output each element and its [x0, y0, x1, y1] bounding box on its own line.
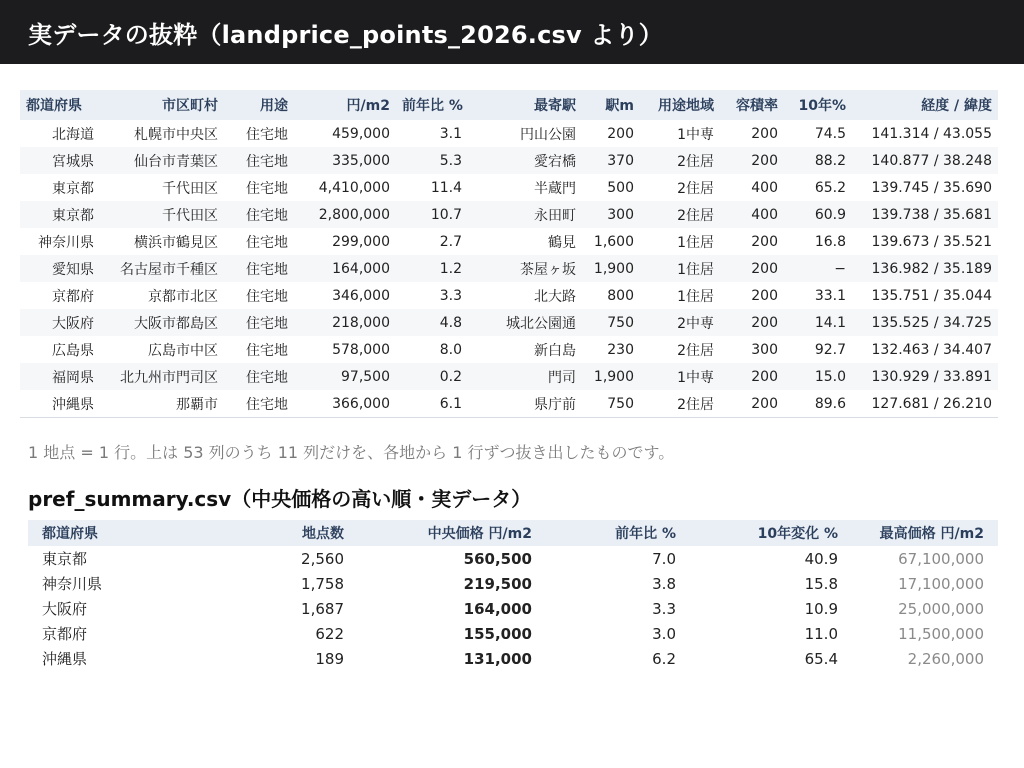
prefecture-cell: 沖縄県: [20, 390, 100, 418]
col-header-floor-area-ratio: 容積率: [720, 90, 784, 120]
yoy-cell: 5.3: [396, 147, 468, 174]
page-title: 実データの抜粋（landprice_points_2026.csv より）: [28, 20, 663, 49]
station-distance-cell: 200: [607, 125, 634, 142]
prefecture-cell: 広島県: [52, 342, 94, 359]
max-price-cell: 25,000,000: [898, 599, 984, 618]
max-price-cell: 67,100,000: [898, 549, 984, 568]
title-bar: [0, 0, 1024, 64]
station-cell: 円山公園: [520, 126, 576, 143]
lon-lat-cell: 127.681 / 26.210: [852, 390, 998, 418]
zoning-cell: 1住居: [640, 255, 720, 282]
yoy-cell: 6.2: [652, 649, 676, 668]
price-cell: 299,000: [332, 233, 390, 250]
points-header-row: [20, 90, 998, 120]
prefecture-cell: 大阪府: [42, 600, 88, 618]
summary-col-header-10y: 10年変化 %: [690, 520, 852, 546]
prefecture-cell: 大阪府: [20, 309, 100, 336]
city-cell: 北九州市門司区: [100, 363, 224, 390]
count-cell: 1,687: [301, 599, 344, 618]
median-price-cell: 155,000: [463, 624, 532, 643]
table-row: [20, 255, 998, 282]
price-cell: 335,000: [294, 147, 396, 174]
col-header-price: 円/m2: [294, 90, 396, 120]
price-cell: 97,500: [294, 363, 396, 390]
station-distance-cell: 750: [582, 390, 640, 418]
col-header-station: 最寄駅: [468, 90, 582, 120]
station-distance-cell: 1,900: [582, 363, 640, 390]
station-distance-cell: 1,900: [582, 255, 640, 282]
table-row: [20, 228, 998, 255]
use-cell: 住宅地: [224, 201, 294, 228]
lon-lat-cell: 132.463 / 34.407: [871, 341, 992, 358]
floor-area-ratio-cell: 200: [720, 147, 784, 174]
lon-lat-cell: 140.877 / 38.248: [852, 147, 998, 174]
table-row: [28, 571, 998, 596]
ten-year-change-cell: 65.4: [804, 649, 838, 668]
zoning-cell: 2住居: [640, 390, 720, 418]
use-cell: 住宅地: [224, 147, 294, 174]
table-row: [20, 174, 998, 201]
prefecture-cell: 東京都: [20, 201, 100, 228]
price-cell: 4,410,000: [318, 179, 390, 196]
prefecture-cell: 東京都: [52, 180, 94, 197]
ten-year-change-cell: 16.8: [814, 233, 846, 250]
station-distance-cell: 800: [607, 287, 634, 304]
floor-area-ratio-cell: 200: [720, 363, 784, 390]
ten-year-change-cell: 60.9: [784, 201, 852, 228]
floor-area-ratio-cell: 200: [751, 125, 778, 142]
ten-year-change-cell: 15.8: [804, 574, 838, 593]
ten-year-change-cell: 89.6: [784, 390, 852, 418]
summary-col-header-count: 地点数: [188, 520, 358, 546]
city-cell: 大阪市都島区: [100, 309, 224, 336]
col-header-use: 用途: [224, 90, 294, 120]
use-cell: 住宅地: [246, 288, 288, 305]
median-price-cell: 560,500: [463, 549, 532, 568]
floor-area-ratio-cell: 400: [720, 201, 784, 228]
prefecture-cell: 東京都: [42, 550, 88, 568]
lon-lat-cell: 139.745 / 35.690: [871, 179, 992, 196]
col-header-10y-change: 10年%: [784, 90, 852, 120]
zoning-cell: 2住居: [640, 147, 720, 174]
zoning-cell: 1住居: [677, 234, 714, 251]
ten-year-change-cell: −: [784, 255, 852, 282]
max-price-cell: 11,500,000: [898, 624, 984, 643]
station-cell: 新白島: [534, 342, 576, 359]
yoy-cell: 6.1: [396, 390, 468, 418]
use-cell: 住宅地: [246, 342, 288, 359]
prefecture-cell: 沖縄県: [42, 650, 88, 668]
prefecture-cell: 宮城県: [20, 147, 100, 174]
yoy-cell: 11.4: [430, 179, 462, 196]
station-cell: 半蔵門: [534, 180, 576, 197]
median-price-cell: 164,000: [463, 599, 532, 618]
table-row: [20, 390, 998, 418]
floor-area-ratio-cell: 200: [751, 287, 778, 304]
yoy-cell: 3.8: [652, 574, 676, 593]
lon-lat-cell: 139.673 / 35.521: [871, 233, 992, 250]
count-cell: 189: [315, 649, 344, 668]
ten-year-change-cell: 65.2: [814, 179, 846, 196]
summary-col-header-yoy: 前年比 %: [546, 520, 690, 546]
prefecture-cell: 神奈川県: [42, 575, 103, 593]
use-cell: 住宅地: [224, 390, 294, 418]
floor-area-ratio-cell: 200: [751, 233, 778, 250]
col-header-station-distance: 駅m: [582, 90, 640, 120]
station-cell: 北大路: [534, 288, 576, 305]
city-cell: 広島市中区: [148, 342, 218, 359]
city-cell: 名古屋市千種区: [100, 255, 224, 282]
station-cell: 茶屋ヶ坂: [468, 255, 582, 282]
yoy-cell: 3.1: [439, 125, 462, 142]
floor-area-ratio-cell: 200: [720, 255, 784, 282]
summary-col-header-max: 最高価格 円/m2: [852, 520, 998, 546]
city-cell: 那覇市: [100, 390, 224, 418]
summary-col-header-prefecture: 都道府県: [28, 520, 188, 546]
ten-year-change-cell: 14.1: [784, 309, 852, 336]
station-distance-cell: 750: [582, 309, 640, 336]
price-cell: 218,000: [294, 309, 396, 336]
prefecture-cell: 愛知県: [20, 255, 100, 282]
col-header-zoning: 用途地域: [640, 90, 720, 120]
prefecture-cell: 北海道: [52, 126, 94, 143]
city-cell: 千代田区: [100, 201, 224, 228]
table-row: [28, 596, 998, 621]
yoy-cell: 3.3: [652, 599, 676, 618]
prefecture-cell: 京都府: [52, 288, 94, 305]
station-cell: 県庁前: [468, 390, 582, 418]
ten-year-change-cell: 11.0: [804, 624, 838, 643]
use-cell: 住宅地: [246, 234, 288, 251]
table-row: [20, 309, 998, 336]
yoy-cell: 3.0: [652, 624, 676, 643]
col-header-city: 市区町村: [100, 90, 224, 120]
table-row: [20, 120, 998, 147]
use-cell: 住宅地: [246, 180, 288, 197]
count-cell: 2,560: [301, 549, 344, 568]
price-cell: 2,800,000: [294, 201, 396, 228]
table-row: [20, 201, 998, 228]
count-cell: 622: [315, 624, 344, 643]
city-cell: 札幌市中央区: [134, 126, 218, 143]
yoy-cell: 4.8: [396, 309, 468, 336]
col-header-lon-lat: 経度 / 緯度: [852, 90, 998, 120]
ten-year-change-cell: 74.5: [814, 125, 846, 142]
summary-col-header-median: 中央価格 円/m2: [358, 520, 546, 546]
yoy-cell: 8.0: [439, 341, 462, 358]
col-header-prefecture: 都道府県: [20, 90, 100, 120]
price-cell: 164,000: [294, 255, 396, 282]
floor-area-ratio-cell: 300: [751, 341, 778, 358]
use-cell: 住宅地: [224, 255, 294, 282]
zoning-cell: 2住居: [677, 180, 714, 197]
zoning-cell: 1住居: [677, 288, 714, 305]
points-table: [20, 90, 998, 418]
yoy-cell: 1.2: [396, 255, 468, 282]
floor-area-ratio-cell: 400: [751, 179, 778, 196]
prefecture-cell: 福岡県: [20, 363, 100, 390]
max-price-cell: 2,260,000: [907, 649, 984, 668]
ten-year-change-cell: 10.9: [804, 599, 838, 618]
price-cell: 459,000: [332, 125, 390, 142]
summary-table: [28, 520, 998, 671]
summary-title: pref_summary.csv（中央価格の高い順・実データ）: [28, 487, 532, 511]
station-distance-cell: 370: [582, 147, 640, 174]
median-price-cell: 219,500: [463, 574, 532, 593]
yoy-cell: 10.7: [396, 201, 468, 228]
summary-header-row: [28, 520, 998, 546]
ten-year-change-cell: 33.1: [814, 287, 846, 304]
table-row: [20, 336, 998, 363]
lon-lat-cell: 135.751 / 35.044: [871, 287, 992, 304]
yoy-cell: 0.2: [396, 363, 468, 390]
zoning-cell: 2中専: [640, 309, 720, 336]
yoy-cell: 2.7: [439, 233, 462, 250]
city-cell: 横浜市鶴見区: [134, 234, 218, 251]
yoy-cell: 3.3: [439, 287, 462, 304]
median-price-cell: 131,000: [463, 649, 532, 668]
ten-year-change-cell: 88.2: [784, 147, 852, 174]
lon-lat-cell: 136.982 / 35.189: [852, 255, 998, 282]
zoning-cell: 1中専: [677, 126, 714, 143]
price-cell: 346,000: [332, 287, 390, 304]
price-cell: 578,000: [332, 341, 390, 358]
station-cell: 永田町: [468, 201, 582, 228]
table-row: [28, 621, 998, 646]
table-row: [28, 546, 998, 571]
lon-lat-cell: 139.738 / 35.681: [852, 201, 998, 228]
yoy-cell: 7.0: [652, 549, 676, 568]
use-cell: 住宅地: [246, 126, 288, 143]
max-price-cell: 17,100,000: [898, 574, 984, 593]
city-cell: 京都市北区: [148, 288, 218, 305]
zoning-cell: 2住居: [640, 201, 720, 228]
lon-lat-cell: 135.525 / 34.725: [852, 309, 998, 336]
station-cell: 愛宕橋: [468, 147, 582, 174]
table-row: [20, 147, 998, 174]
station-distance-cell: 500: [607, 179, 634, 196]
station-distance-cell: 300: [582, 201, 640, 228]
note-text: 1 地点 = 1 行。上は 53 列のうち 11 列だけを、各地から 1 行ずつ抜き出したものです。: [28, 443, 675, 462]
station-distance-cell: 1,600: [593, 233, 634, 250]
zoning-cell: 2住居: [677, 342, 714, 359]
floor-area-ratio-cell: 200: [720, 390, 784, 418]
prefecture-cell: 神奈川県: [38, 234, 94, 251]
price-cell: 366,000: [294, 390, 396, 418]
table-row: [20, 363, 998, 390]
station-cell: 城北公園通: [468, 309, 582, 336]
prefecture-cell: 京都府: [42, 625, 88, 643]
lon-lat-cell: 141.314 / 43.055: [871, 125, 992, 142]
city-cell: 仙台市青葉区: [100, 147, 224, 174]
ten-year-change-cell: 92.7: [814, 341, 846, 358]
ten-year-change-cell: 15.0: [784, 363, 852, 390]
floor-area-ratio-cell: 200: [720, 309, 784, 336]
col-header-yoy: 前年比 %: [396, 90, 468, 120]
lon-lat-cell: 130.929 / 33.891: [852, 363, 998, 390]
ten-year-change-cell: 40.9: [804, 549, 838, 568]
table-row: [20, 282, 998, 309]
station-cell: 鶴見: [548, 234, 576, 251]
zoning-cell: 1中専: [640, 363, 720, 390]
count-cell: 1,758: [301, 574, 344, 593]
use-cell: 住宅地: [224, 309, 294, 336]
station-distance-cell: 230: [607, 341, 634, 358]
station-cell: 門司: [468, 363, 582, 390]
table-row: [28, 646, 998, 671]
city-cell: 千代田区: [162, 180, 218, 197]
use-cell: 住宅地: [224, 363, 294, 390]
